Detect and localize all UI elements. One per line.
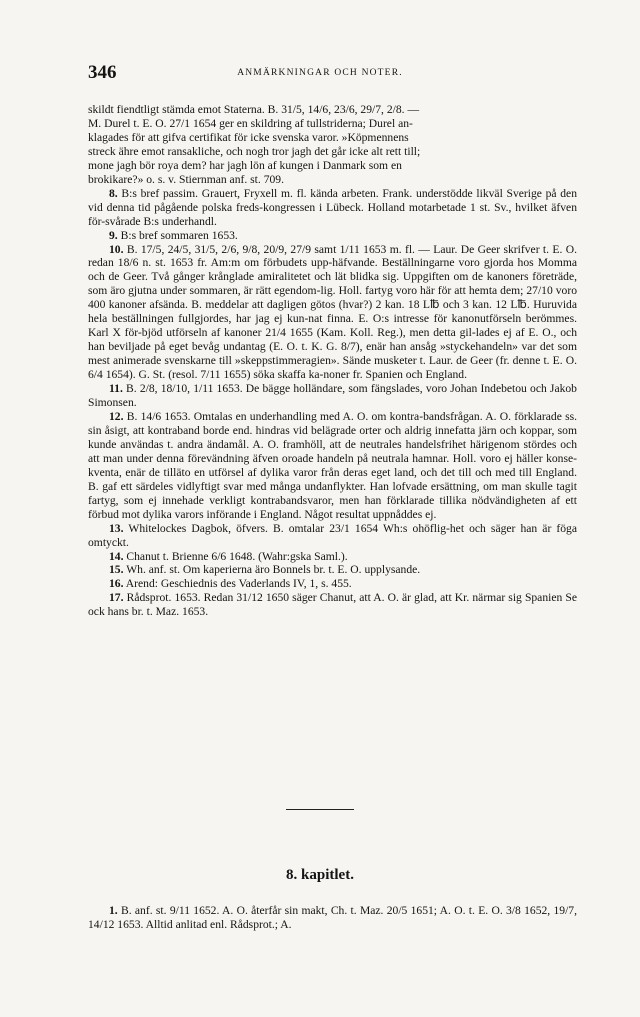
continuation-line: mone jagh bör roya dem? har jagh lön af kungen i Danmark som en [88,158,402,172]
note-number: 13. [109,521,124,535]
note-text: B. anf. st. 9/11 1652. A. O. återfår sin makt, Ch. t. Maz. 20/5 1651; A. O. t. E. O. 3/8 1652, 19/7, 14/12 1653. Alltid anlitad enl. Rådsprot.; A. [88,904,577,931]
note-text: Whitelockes Dagbok, öfvers. B. omtalar 23/1 1654 Wh:s ohöflig-het och säger han är föga omtyckt. [88,521,577,549]
continuation-line: skildt fiendtligt stämda emot Staterna. B. 31/5, 14/6, 23/6, 29/7, 2/8. — [88,103,420,116]
note-13 [88,522,577,550]
continuation-line: streck ähre emot ransakliche, och nogh tror jagh det går icke alt rett till; [88,144,421,158]
continuation-line: brokikare?» o. s. v. Stiernman anf. st. 709. [88,172,284,186]
note-text: B. 17/5, 24/5, 31/5, 2/6, 9/8, 20/9, 27/9 samt 1/11 1653 m. fl. — Laur. De Geer skrifver t. E. O. redan 18/6 n. st. 1653 fr. Am:m om förbudets upp-häfvande. Beställningarne voro gjorda hos Momma och de Geer. Två gånger krånglade amiralitetet och lät blidka sig. Uppgiften om de kanoners företräde, som äro gjutna under sommaren, är rätt egendom-lig. Holl. fartyg voro här för att hemta dem; 27/10 voro 400 kanoner afsända. B. meddelar att dagligen götos (hvar?) 2 kan. 18 L℔ och 3 kan. 12 L℔. Huruvida hela beställningen fullgjordes, har jag ej kun-nat finna. E. O:s intresse för kanonutförseln berömmes. Karl X för-bjöd utförseln af kanoner 21/4 1655 (Kam. Koll. Reg.), men detta gil-lades ej af E. O., och han beviljade på eget bevåg undantag (E. O. t. K. G. 8/7), enär han ansåg »styckehandeln» var det som mest animerade svenskarne till »skeppstimmeragien». Sände musketer t. Laur. de Geer (fr. denne t. E. O. 6/4 1654). G. St. (resol. 7/11 1655) söka skaffa ka-noner fr. Spanien och England. [88,242,577,382]
note-number: 8. [109,186,118,200]
chapter-notes [88,904,577,932]
continuation-line: klagades för att gifva certifikat för icke svenska varor. »Köpmennens [88,130,409,144]
running-title: ANMÄRKNINGAR OCH NOTER. [237,68,403,78]
note-17 [88,591,577,619]
note-16 [88,577,577,591]
note-number: 12. [109,409,124,423]
note-11 [88,382,577,410]
note-text: B:s bref sommaren 1653. [120,228,238,242]
note-number: 14. [109,549,124,563]
note-12 [88,410,577,522]
note-9 [88,229,577,243]
note-number: 16. [109,577,124,591]
note-15 [88,563,577,577]
notes-body [88,103,577,619]
note-number: 15. [109,563,124,577]
note-text: Arend: Geschiednis des Vaderlands IV, 1, s. 455. [125,577,352,591]
note-number: 11. [109,382,123,396]
note-text: B. 2/8, 18/10, 1/11 1653. De bägge holländare, som fängslades, voro Johan Indebetou och Jakob Simonsen. [88,382,577,410]
chapter-heading: 8. kapitlet. [286,867,354,883]
page-number: 346 [88,62,117,83]
note-10 [88,243,577,383]
note-number: 1. [109,904,118,917]
note-number: 9. [109,228,118,242]
note-8 [88,187,577,229]
continuation-line: M. Durel t. E. O. 27/1 1654 ger en skildring af tullstriderna; Durel an- [88,116,413,130]
note-number: 17. [109,591,124,605]
note-number: 10. [109,242,124,256]
note-14 [88,550,577,564]
note-text: Rådsprot. 1653. Redan 31/12 1650 säger Chanut, att A. O. är glad, att Kr. närmar sig Spanien Se ock hans br. t. Maz. 1653. [88,591,577,619]
note-text: Wh. anf. st. Om kaperierna äro Bonnels br. t. E. O. upplysande. [126,563,421,577]
note-text: Chanut t. Brienne 6/6 1648. (Wahr:gska Saml.). [126,549,348,563]
section-divider [286,809,354,810]
note-text: B:s bref passim. Grauert, Fryxell m. fl. kända arbeten. Frank. understödde likväl Sverige på den vid denna tid pågående polska freds-kongressen i Lübeck. Holland motarbetade 1 st. Sv., hvilket äfven för-svårade B:s underhandl. [88,186,578,228]
chapter-note-1 [88,904,577,932]
page-header [88,62,552,86]
note-text: B. 14/6 1653. Omtalas en underhandling med A. O. om kontra-bandsfrågan. A. O. förklarade ss. sin åsigt, att kontraband borde end. hindras vid belägrade orter och aldrig innefatta järn och koppar, som kunde användas t. andra ändamål. A. O. framhöll, att de neutrales handelsfrihet härigenom stördes och att man under denna förevändning äfven oroade handeln på neutrala hamnar. Holl. voro ej häller konse-kventa, enär de tilläto en utförsel af dylika varor från deras eget land, och det till och med till England. B. gaf ett särdeles vidlyftigt svar med många undanflykter. Han lofvade ersättning, om man skulle tagit fartyg, som ej innehade verkligt kontrabandsvaror, men han förklarade tillika nödvändigheten af ett förbud mot dylika varors införande i England. Något resultat uppnåddes ej. [88,409,577,521]
